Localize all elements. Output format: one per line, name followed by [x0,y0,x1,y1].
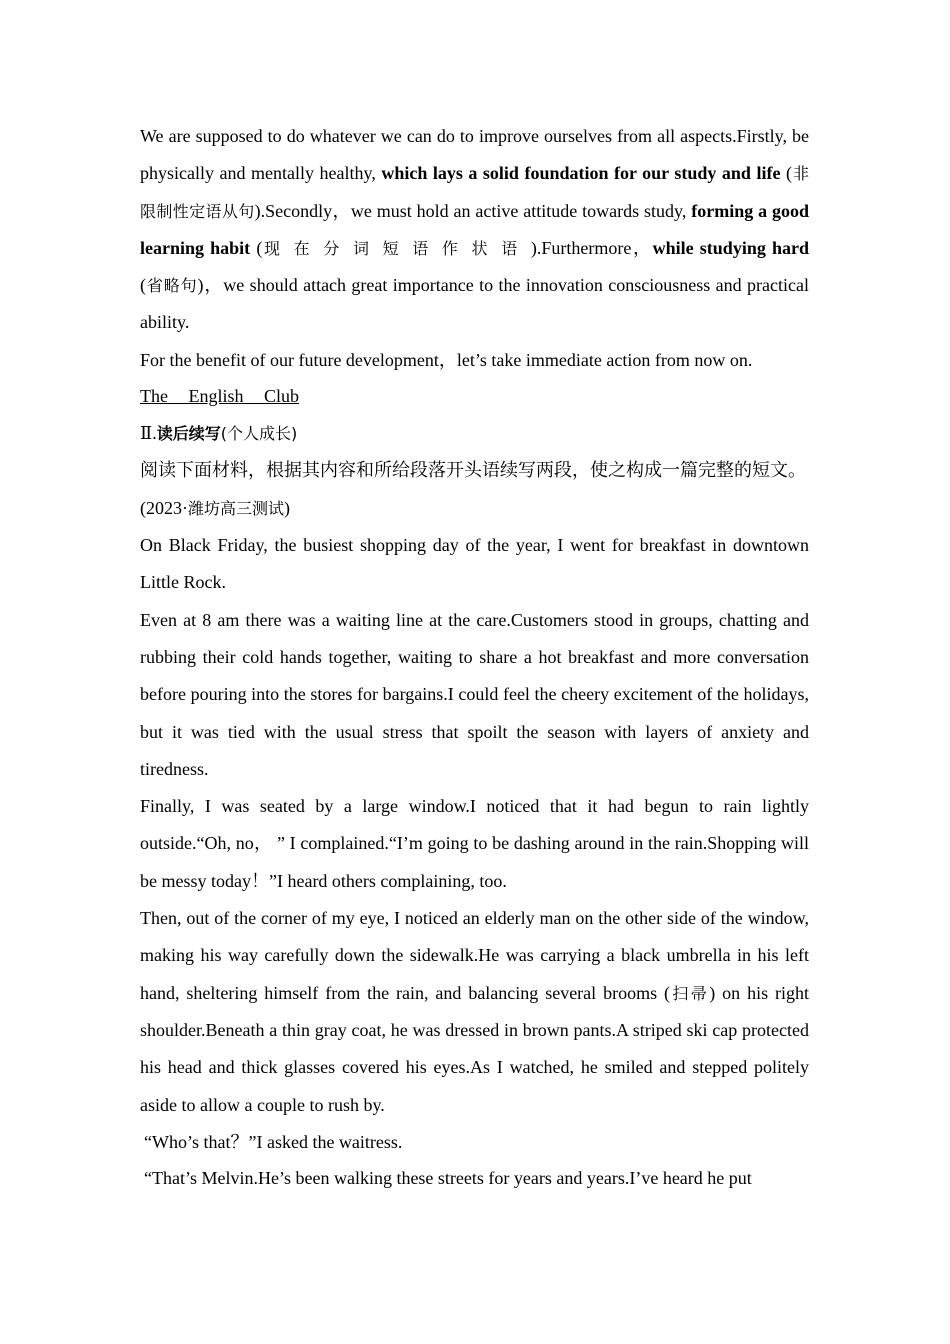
essay-paragraph-1 [140,118,809,342]
story-paragraph-1: On Black Friday, the busiest shopping day of the year, I went for breakfast in downtown Little Rock. [140,535,809,593]
gloss-note: 扫帚 [670,983,710,1003]
text-run: ) [284,497,291,518]
story-paragraph-5: “Who’s that？”I asked the waitress. [144,1131,403,1152]
section-title: 读后续写 [156,423,221,443]
story-paragraph-2: Even at 8 am there was a waiting line at the care.Customers stood in groups, chatting and rubbing their cold hands together, waiting to share a hot breakfast and more conversation before pouring into the stores for bargains.I could feel the cheery excitement of the holidays, but it was tied with the usual stress that spoilt the season with layers of anxiety and tiredness. [140,609,809,779]
text-run: ).Furthermore， [530,237,653,258]
bold-phrase: forming a good learning habit [140,200,809,258]
section-heading [140,415,809,453]
essay-paragraph-2: For the benefit of our future development，let’s take immediate action from now on. [140,349,753,370]
text-run: ) on his right shoulder.Beneath a thin gray coat, he was dressed in brown pants.A striped ski cap protected his head and thick glasses covered his eyes.As I watched, he smiled and stepped politely aside to allow a couple to rush by. [140,982,809,1115]
source-name: 潍坊高三测试 [188,498,285,518]
grammar-note: 非限制性定语从句 [140,164,809,221]
document-page [140,118,809,1197]
bold-phrase: while studying hard [652,237,809,258]
grammar-note: 省略句 [146,276,198,296]
text-run: (2023· [140,497,188,518]
instructions: 阅读下面材料，根据其内容和所给段落开头语续写两段，使之构成一篇完整的短文。 [140,460,806,482]
text-run: We are supposed to do whatever we can do to improve ourselves from all aspects.Firstly, be physically and mentally healthy, [140,126,809,184]
text-run: ( [250,237,263,258]
source-line [140,490,809,528]
text-run: ( [140,275,146,296]
story-paragraph-4 [140,900,809,1124]
text-run: Then, out of the corner of my eye, I noticed an elderly man on the other side of the window, making his way carefully down the sidewalk.He was carrying a black umbrella in his left hand, sheltering himself from the rain, and balancing several brooms ( [140,908,809,1003]
text-run: ).Secondly，we must hold an active attitude towards study, [254,200,692,221]
bold-phrase: which lays a solid foundation for our study and life [381,163,781,184]
story-paragraph-3: Finally, I was seated by a large window.I noticed that it had begun to rain lightly outside.“Oh, no， ” I complained.“I’m going to be dashing around in the rain.Shopping will be messy today！”I heard others complaining, too. [140,796,809,891]
essay-signature [140,378,809,415]
club-name: The English Club [140,386,299,407]
section-subtitle: (个人成长) [220,423,298,443]
section-numeral: Ⅱ. [140,422,157,443]
text-run: )，we should attach great importance to the innovation consciousness and practical ability. [140,275,809,333]
text-run: ( [780,163,792,184]
grammar-note: 现在分词短语作状语 [262,238,531,258]
story-paragraph-6: “That’s Melvin.He’s been walking these streets for years and years.I’ve heard he put [144,1168,752,1189]
